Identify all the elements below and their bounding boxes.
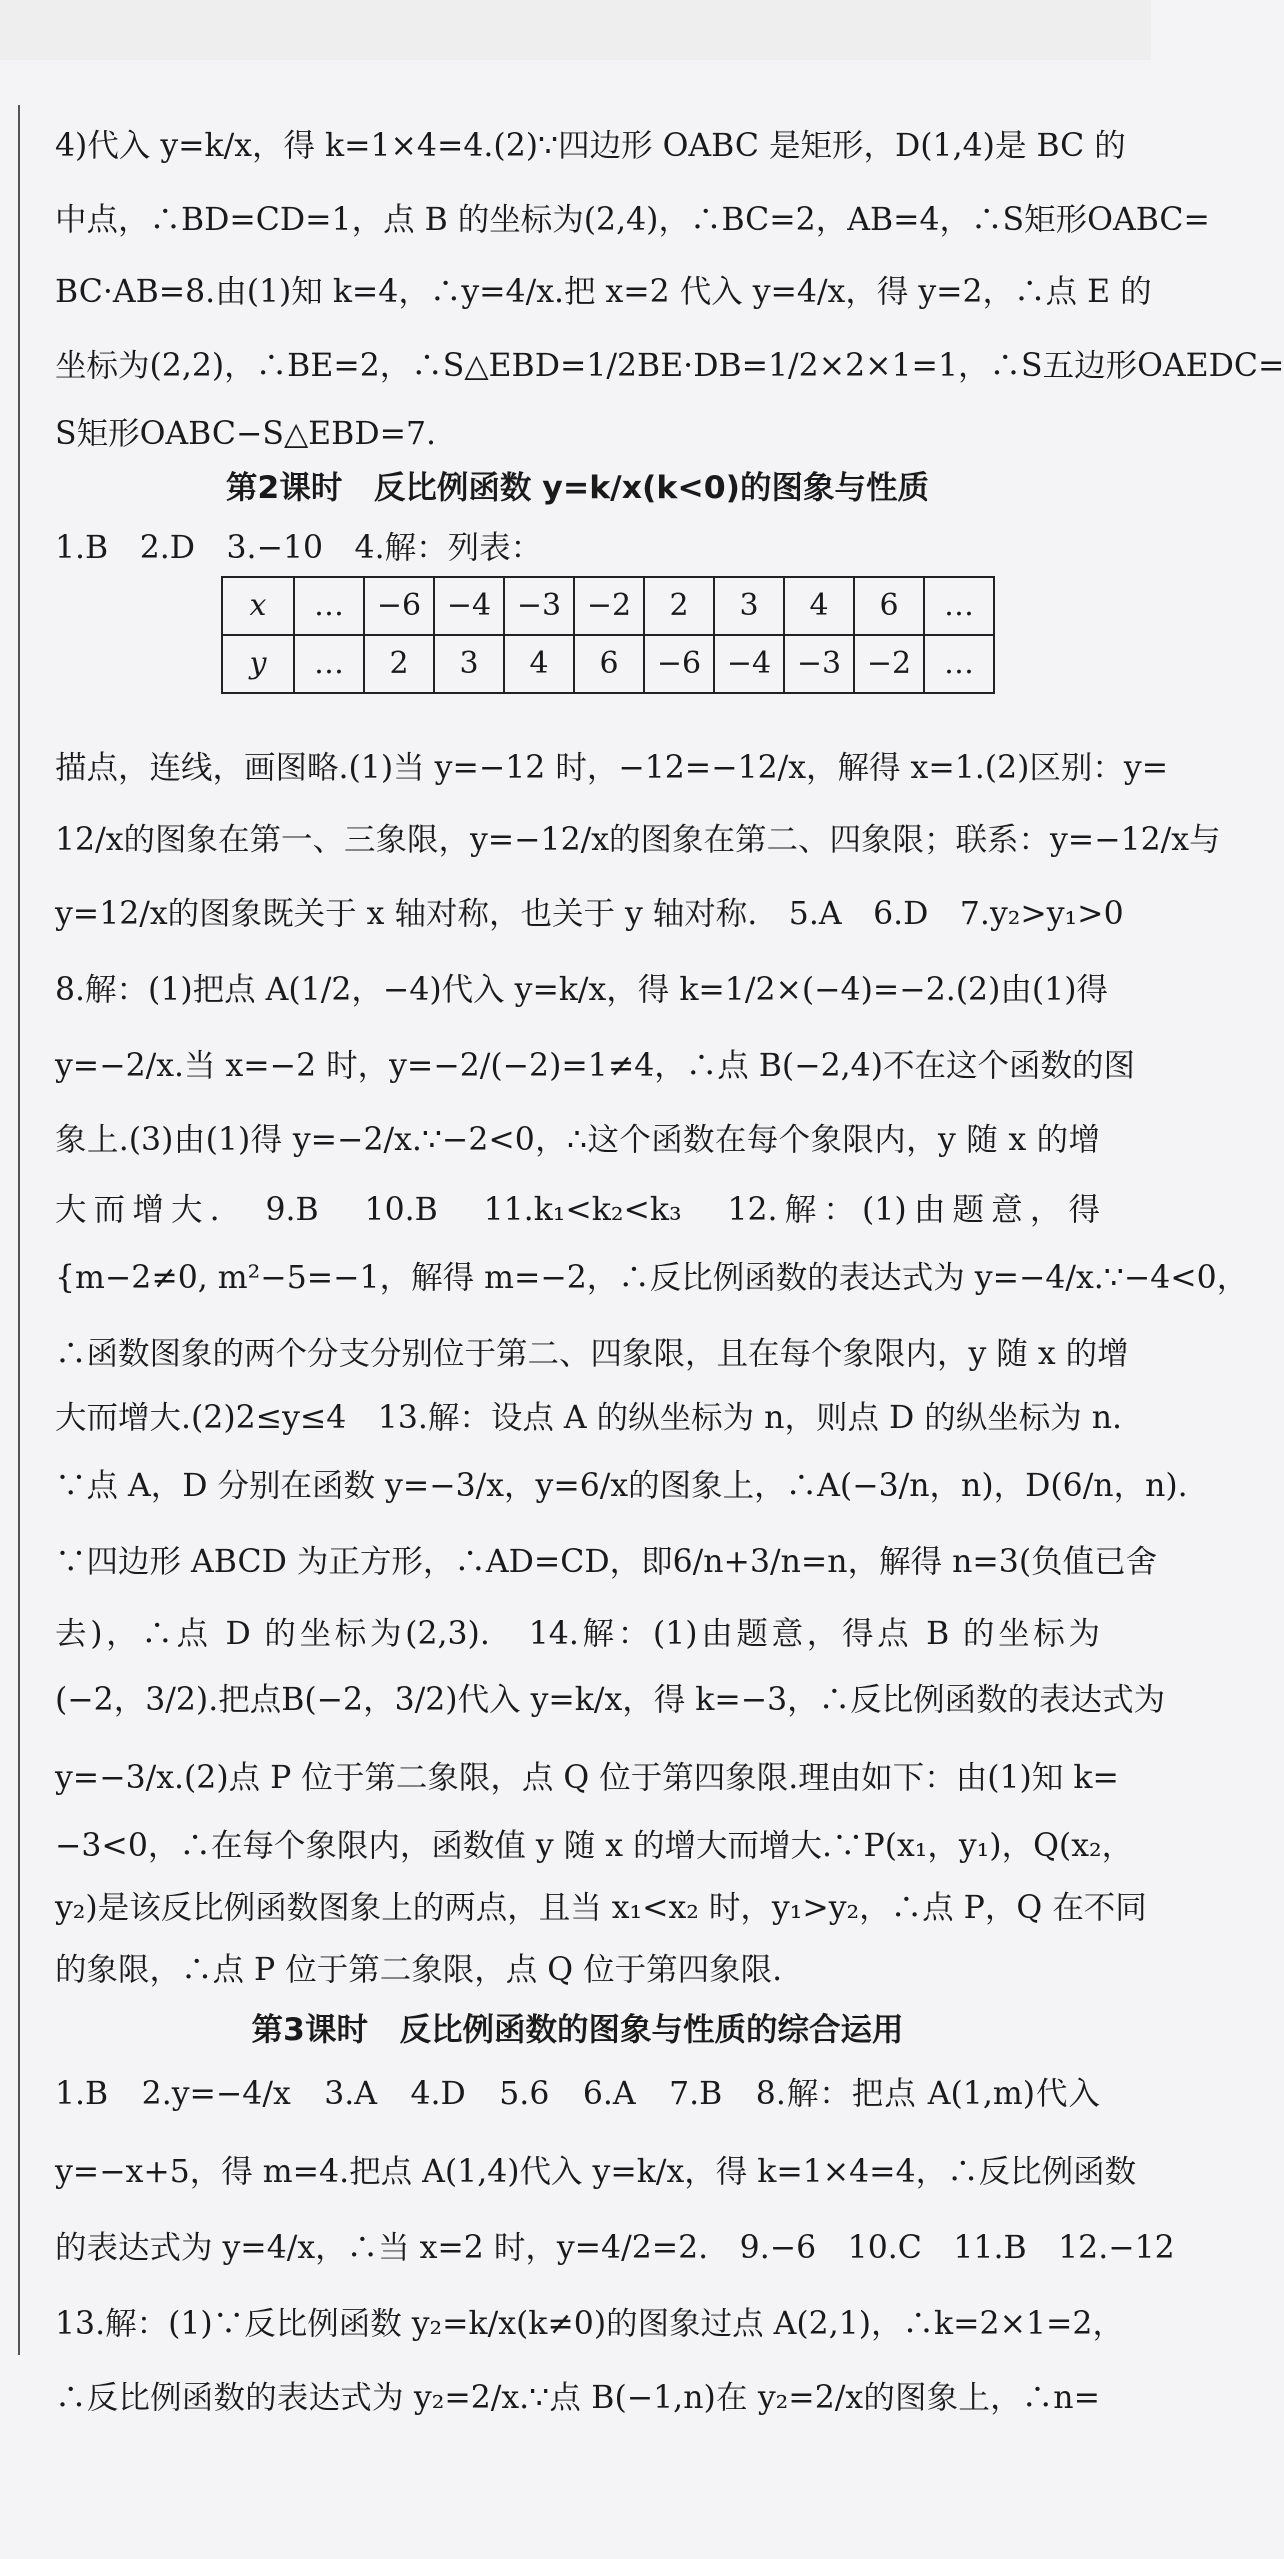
table-cell: −3 xyxy=(784,635,854,693)
text-line: 大而增大.(2)2≤y≤4 13.解：设点 A 的纵坐标为 n，则点 D 的纵坐标为 n. xyxy=(55,1400,1123,1436)
left-margin-rule xyxy=(18,105,20,2355)
table-cell: … xyxy=(294,577,364,635)
text-line: 描点，连线，画图略.(1)当 y=−12 时，−12=−12/x，解得 x=1.(2)区别：y= xyxy=(55,750,1169,786)
table-cell: 4 xyxy=(784,577,854,635)
table-cell: −4 xyxy=(434,577,504,635)
table-cell: −2 xyxy=(574,577,644,635)
text-line: (−2，3/2).把点B(−2，3/2)代入 y=k/x，得 k=−3，∴反比例函数的表达式为 xyxy=(55,1682,1166,1718)
table-cell: 2 xyxy=(644,577,714,635)
text-line: S矩形OABC−S△EBD=7. xyxy=(55,416,437,452)
table-cell: −4 xyxy=(714,635,784,693)
text-line: y₂)是该反比例函数图象上的两点，且当 x₁<x₂ 时，y₁>y₂，∴点 P，Q 在不同 xyxy=(55,1890,1147,1926)
text-line: 13.解：(1)∵反比例函数 y₂=k/x(k≠0)的图象过点 A(2,1)，∴k=2×1=2， xyxy=(55,2306,1124,2342)
table-row-x xyxy=(222,577,994,635)
table-header-x: x xyxy=(222,577,294,635)
section-title: 第3课时 反比例函数的图象与性质的综合运用 xyxy=(251,2012,904,2048)
table-cell: 2 xyxy=(364,635,434,693)
text-line: BC·AB=8.由(1)知 k=4，∴y=4/x.把 x=2 代入 y=4/x，得 y=2，∴点 E 的 xyxy=(55,274,1152,310)
text-line: ∴函数图象的两个分支分别位于第二、四象限，且在每个象限内，y 随 x 的增 xyxy=(55,1336,1129,1372)
section-title: 第2课时 反比例函数 y=k/x(k<0)的图象与性质 xyxy=(225,470,930,506)
text-line: {m−2≠0, m²−5=−1，解得 m=−2，∴反比例函数的表达式为 y=−4/x.∵−4<0， xyxy=(55,1260,1249,1296)
table-cell: … xyxy=(294,635,364,693)
text-line: y=−x+5，得 m=4.把点 A(1,4)代入 y=k/x，得 k=1×4=4，∴反比例函数 xyxy=(55,2154,1137,2190)
text-line: y=12/x的图象既关于 x 轴对称，也关于 y 轴对称. 5.A 6.D 7.y₂>y₁>0 xyxy=(55,896,1124,932)
text-line: ∵四边形 ABCD 为正方形，∴AD=CD，即6/n+3/n=n，解得 n=3(负值已舍 xyxy=(55,1544,1158,1580)
table-cell: 3 xyxy=(434,635,504,693)
text-line: 的表达式为 y=4/x，∴当 x=2 时，y=4/2=2. 9.−6 10.C 11.B 12.−12 xyxy=(55,2230,1175,2266)
text-line: y=−3/x.(2)点 P 位于第二象限，点 Q 位于第四象限.理由如下：由(1)知 k= xyxy=(55,1760,1119,1796)
table-cell: … xyxy=(924,635,994,693)
table-header-y: y xyxy=(222,635,294,693)
value-table xyxy=(221,576,995,694)
text-line: 大而增大. 9.B 10.B 11.k₁<k₂<k₃ 12.解：(1)由题意，得 xyxy=(55,1192,1100,1228)
text-line: 去)，∴点 D 的坐标为(2,3). 14.解：(1)由题意，得点 B 的坐标为 xyxy=(55,1616,1100,1652)
table-cell: −6 xyxy=(644,635,714,693)
text-line: ∴反比例函数的表达式为 y₂=2/x.∵点 B(−1,n)在 y₂=2/x的图象上，∴n= xyxy=(55,2380,1100,2416)
top-strip xyxy=(0,0,1151,60)
table-cell: −6 xyxy=(364,577,434,635)
text-line: 1.B 2.y=−4/x 3.A 4.D 5.6 6.A 7.B 8.解：把点 A(1,m)代入 xyxy=(55,2076,1100,2112)
table-cell: −3 xyxy=(504,577,574,635)
text-line: 的象限，∴点 P 位于第二象限，点 Q 位于第四象限. xyxy=(55,1952,783,1988)
table-cell: 3 xyxy=(714,577,784,635)
table-cell: 6 xyxy=(854,577,924,635)
text-line: −3<0，∴在每个象限内，函数值 y 随 x 的增大而增大.∵P(x₁，y₁)，Q(x₂， xyxy=(55,1828,1134,1864)
table-cell: −2 xyxy=(854,635,924,693)
text-line: 4)代入 y=k/x，得 k=1×4=4.(2)∵四边形 OABC 是矩形，D(1,4)是 BC 的 xyxy=(55,128,1126,164)
text-line: 中点，∴BD=CD=1，点 B 的坐标为(2,4)，∴BC=2，AB=4，∴S矩形OABC= xyxy=(55,202,1210,238)
text-line: ∵点 A，D 分别在函数 y=−3/x，y=6/x的图象上，∴A(−3/n，n)，D(6/n，n). xyxy=(55,1468,1188,1504)
text-line: y=−2/x.当 x=−2 时，y=−2/(−2)=1≠4，∴点 B(−2,4)不在这个函数的图 xyxy=(55,1048,1135,1084)
table-cell: 6 xyxy=(574,635,644,693)
table-row-y xyxy=(222,635,994,693)
text-line: 坐标为(2,2)，∴BE=2，∴S△EBD=1/2BE·DB=1/2×2×1=1，∴S五边形OAEDC= xyxy=(55,348,1284,384)
text-line: 8.解：(1)把点 A(1/2，−4)代入 y=k/x，得 k=1/2×(−4)=−2.(2)由(1)得 xyxy=(55,972,1108,1008)
table-cell: … xyxy=(924,577,994,635)
text-line: 象上.(3)由(1)得 y=−2/x.∵−2<0，∴这个函数在每个象限内，y 随 x 的增 xyxy=(55,1122,1100,1158)
text-line: 1.B 2.D 3.−10 4.解：列表： xyxy=(55,530,543,566)
text-line: 12/x的图象在第一、三象限，y=−12/x的图象在第二、四象限；联系：y=−12/x与 xyxy=(55,822,1221,858)
table-cell: 4 xyxy=(504,635,574,693)
